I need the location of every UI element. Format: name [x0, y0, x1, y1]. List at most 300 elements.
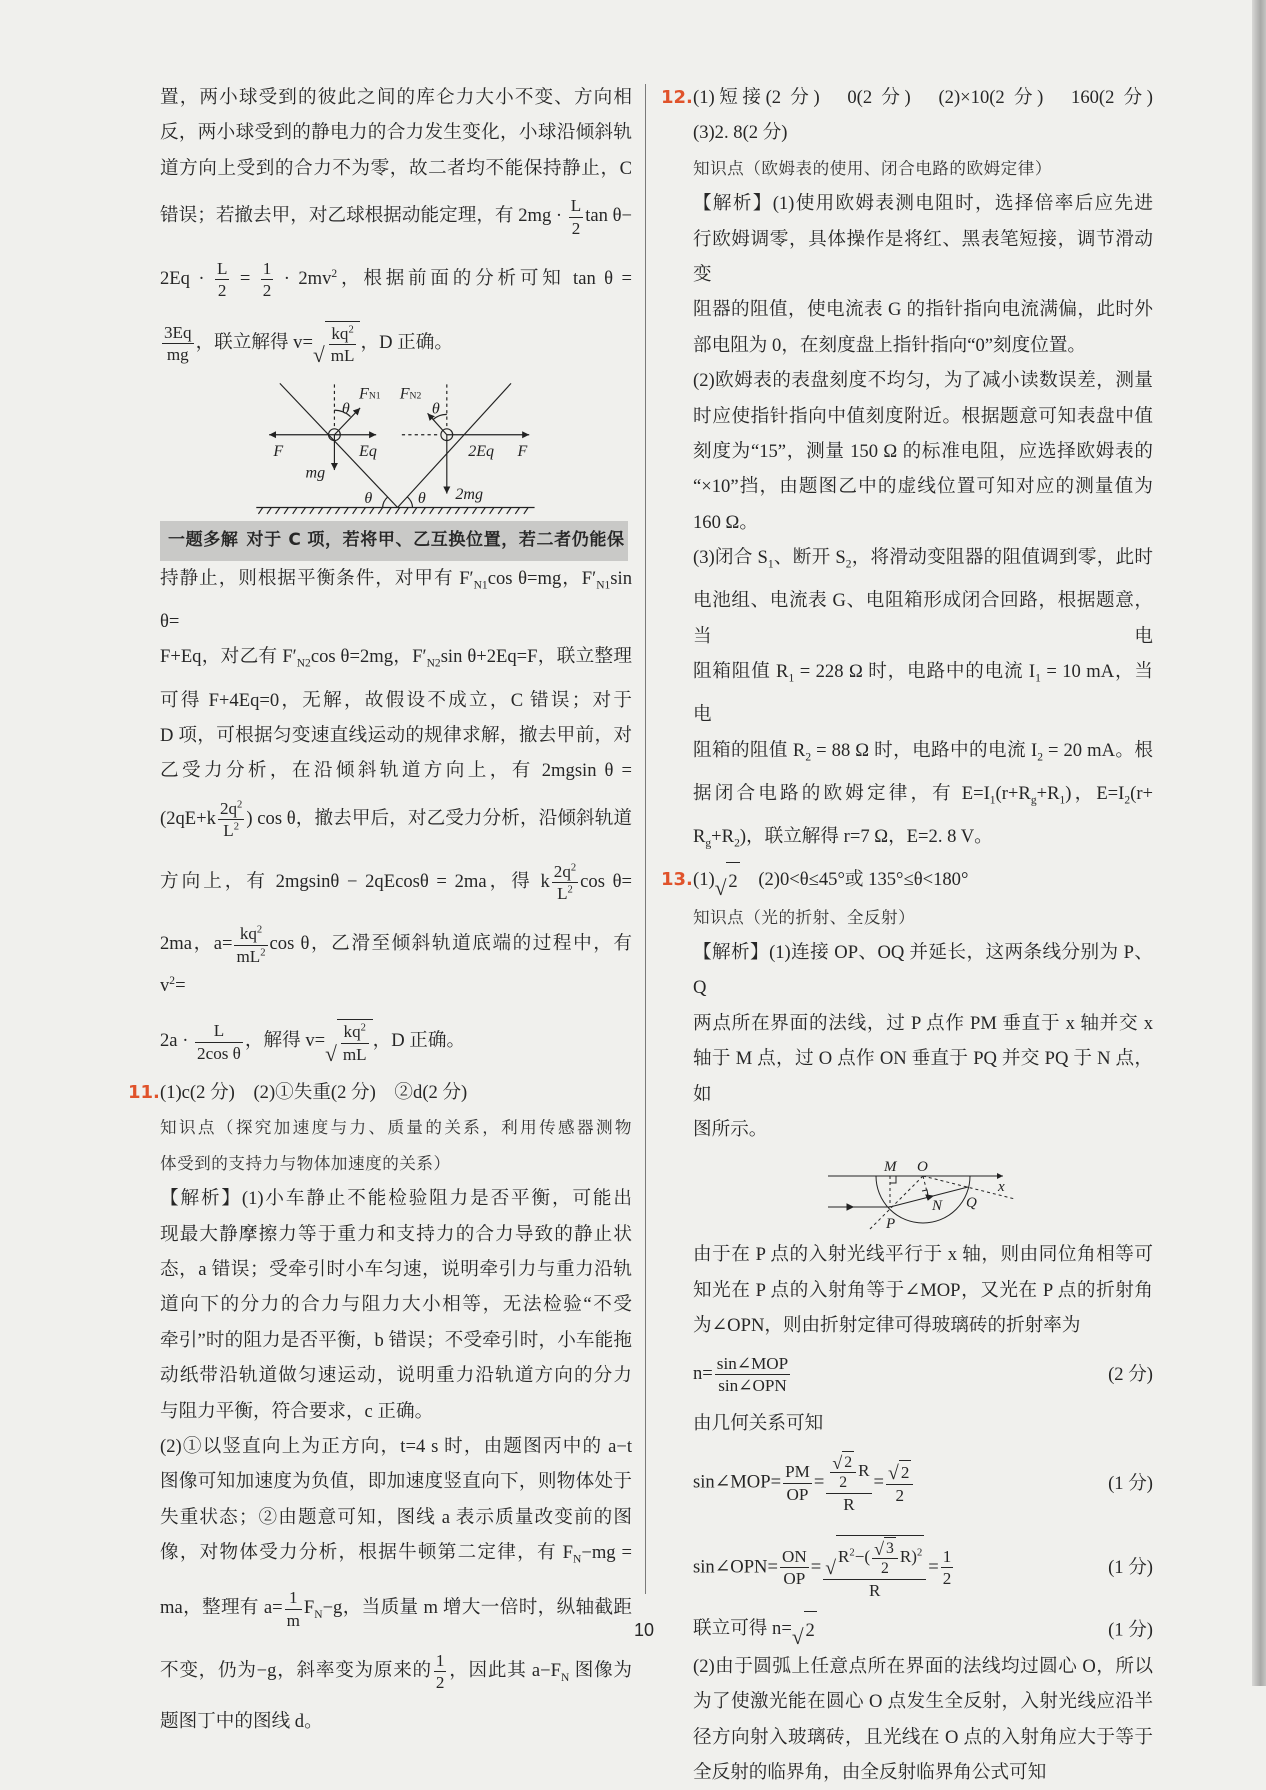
- line-text: 【解析】(1)连接 OP、OQ 并延长，这两条线分别为 P、Q: [693, 941, 1153, 999]
- text-line: [693, 1649, 1153, 1684]
- line-text: 图所示。: [693, 1119, 768, 1140]
- fraction: [215, 258, 229, 302]
- text: 3: [886, 1539, 894, 1557]
- subscript: N2: [426, 658, 441, 671]
- radicand: [804, 1611, 817, 1648]
- line-text: 态，a 错误；受牵引时小车匀速，说明牵引力与重力沿轨: [160, 1258, 632, 1280]
- text: R: [843, 1495, 855, 1515]
- question-answer-header: [128, 1075, 632, 1110]
- text-line: [160, 1358, 632, 1393]
- numerator: [261, 258, 274, 280]
- line-text: 反，两小球受到的静电力的合力发生变化，小球沿倾斜轨: [160, 122, 632, 144]
- line-text: 径方向射入玻璃砖，且光线在 O 点的入射角应大于等于: [693, 1726, 1153, 1748]
- text-line: [693, 363, 1153, 398]
- text: sin∠MOP: [716, 1353, 789, 1373]
- theta-label: θ: [431, 400, 440, 418]
- fn2-label: FN2: [399, 385, 421, 403]
- line-text: 由几何关系可知: [693, 1413, 824, 1435]
- line-text: 160 Ω。: [693, 511, 758, 533]
- line-text: 图像可知加速度为负值，即加速度竖直向下，则物体处于: [160, 1471, 632, 1493]
- text: sin∠OPN=: [693, 1556, 778, 1578]
- square-root: [888, 1460, 911, 1483]
- line-text: 时应使指针指向中值刻度附近。根据题意可知表盘中值: [693, 405, 1153, 427]
- line-text: 知识点（欧姆表的使用、闭合电路的欧姆定律）: [693, 158, 1052, 178]
- text: 2q: [219, 798, 238, 818]
- text-line: [160, 1287, 632, 1322]
- subscript: 2: [734, 837, 740, 850]
- text: 3Eq: [164, 322, 192, 342]
- line-text: 电池组、电流表 G、电阻箱形成闭合回路，根据题意，当电: [693, 590, 1153, 647]
- superscript: 2: [348, 324, 354, 336]
- numerator: [218, 798, 244, 820]
- line-text: “×10”挡，由题图乙中的虚线位置可知对应的测量值为: [693, 476, 1153, 498]
- text-line: [160, 789, 632, 852]
- text: 2q: [553, 861, 571, 881]
- text-line: [160, 186, 632, 249]
- line-text: 失重状态；②由题意可知，图线 a 表示质量改变前的图: [160, 1506, 632, 1528]
- line-text: 为了使激光能在圆心 O 点发生全反射，入射光线应沿半: [693, 1691, 1153, 1713]
- subscript: N1: [596, 579, 611, 592]
- line-text: 阻器的阻值，使电流表 G 的指针指向电流满偏，此时外: [693, 299, 1153, 321]
- fraction: [285, 1587, 302, 1631]
- square-root: [825, 1535, 924, 1579]
- text: 阻箱的阻值 R: [693, 739, 806, 761]
- text-line: [160, 561, 632, 640]
- line-text: 置，两小球受到的彼此之间的库仑力大小不变、方向相: [160, 87, 632, 108]
- text: −mg =: [581, 1542, 632, 1564]
- line-text: D 项，可根据匀变速直线运动的规律求解，撤去甲前，对: [160, 724, 632, 746]
- text: =: [813, 1471, 825, 1493]
- text: R): [899, 1546, 917, 1566]
- text: R: [858, 1460, 870, 1480]
- text: L: [557, 883, 568, 903]
- subscript: N1: [473, 579, 488, 592]
- text: +R: [711, 826, 735, 847]
- line-text: 知识点（探究加速度与力、质量的关系，利用传感器测物: [160, 1118, 632, 1138]
- text-line: [693, 733, 1153, 776]
- text-line: [160, 521, 628, 560]
- text-line: [160, 1578, 632, 1641]
- text: R: [869, 1580, 881, 1600]
- line-text: 与阻力平衡，符合要求，c 正确。: [160, 1400, 434, 1422]
- text-line: [693, 583, 1153, 654]
- score-label: (2 分): [1108, 1364, 1153, 1385]
- fn1-label: FN1: [358, 385, 381, 403]
- text: mL: [330, 346, 355, 366]
- text: 1: [288, 1588, 298, 1608]
- question-number: 11.: [128, 1081, 160, 1103]
- text-line: [160, 1252, 632, 1287]
- numerator: [886, 1460, 913, 1485]
- text: sin θ+2Eq=F，联立整理: [440, 646, 632, 668]
- text: kq: [343, 1022, 361, 1042]
- line-text: 为∠OPN，则由折射定律可得玻璃砖的折射率为: [693, 1315, 1081, 1337]
- denominator: [329, 345, 357, 366]
- subscript: 2: [1037, 751, 1043, 764]
- theta-label: θ: [417, 490, 426, 508]
- page-number: 10: [634, 1620, 655, 1640]
- text: 2a ·: [160, 1030, 194, 1052]
- text: 2: [942, 1569, 952, 1589]
- line-text: 知光在 P 点的入射角等于∠MOP，又光在 P 点的折射角: [693, 1279, 1153, 1301]
- numerator: [329, 323, 357, 345]
- force-eq-label: Eq: [358, 443, 377, 461]
- line-text: (2)欧姆表的表盘刻度不均匀，为了减小读数误差，测量: [693, 370, 1153, 392]
- text: )，联立解得 r=7 Ω，E=2. 8 V。: [739, 826, 993, 847]
- text-line: [693, 776, 1153, 819]
- text-line: [693, 1006, 1153, 1041]
- text-line: [693, 819, 1153, 862]
- text-line: [160, 115, 632, 150]
- line-text: 行欧姆调零，具体操作是将红、黑表笔短接，调节滑动变: [693, 228, 1153, 286]
- denominator: [195, 1043, 243, 1064]
- text-line: [693, 434, 1153, 469]
- text-line: [693, 1720, 1153, 1755]
- text: 2: [805, 1620, 815, 1642]
- fraction: [826, 1451, 871, 1516]
- text: (r+R: [995, 782, 1031, 804]
- text: 2cos θ: [197, 1043, 241, 1063]
- text: 2: [844, 1453, 853, 1471]
- subscript: 1: [788, 672, 795, 685]
- text-line: [160, 80, 632, 115]
- radicand: [884, 1537, 896, 1559]
- left-column: [128, 80, 633, 1739]
- line-text: 可得 F+4Eq=0，无解，故假设不成立，C 错误；对于: [160, 689, 632, 711]
- text-line: [160, 1323, 632, 1358]
- numerator: [823, 1535, 926, 1580]
- radicand: [726, 862, 739, 899]
- denominator: [552, 883, 578, 904]
- text: 2ma，a=: [160, 933, 233, 955]
- square-root: [874, 1537, 896, 1559]
- text: 图像为: [569, 1660, 632, 1682]
- fraction: [569, 195, 583, 239]
- numerator: [783, 1461, 812, 1483]
- text-line: [693, 1112, 1153, 1147]
- text-line: [693, 469, 1153, 504]
- question-answer-header: [661, 862, 1153, 899]
- text: sin θ=: [160, 567, 632, 632]
- point-q-label: Q: [966, 1195, 977, 1212]
- text: ，D 正确。: [360, 331, 453, 353]
- subscript: N2: [296, 658, 311, 671]
- line-text: 刻度为“15”，测量 150 Ω 的标准电阻，应选择欧姆表的: [693, 441, 1153, 463]
- text-line: [693, 328, 1153, 363]
- force-2eq-label: 2Eq: [467, 443, 494, 461]
- line-text: 【解析】(1)使用欧姆表测电阻时，选择倍率后应先进: [693, 193, 1153, 215]
- numerator: [569, 195, 583, 217]
- knowledge-point: [693, 151, 1153, 186]
- text: =: [873, 1471, 885, 1493]
- text-line: [693, 1684, 1153, 1719]
- text: −g，当质量 m 增大一倍时，纵轴截距: [322, 1597, 632, 1619]
- question-answer-header: [661, 80, 1153, 115]
- line-text: 轴于 M 点，过 O 点作 ON 垂直于 PQ 并交 PQ 于 N 点，如: [693, 1048, 1153, 1105]
- gravity-2mg-label: 2mg: [454, 486, 483, 504]
- text-line: [160, 1010, 632, 1075]
- line-text: 全反射的临界角，由全反射临界角公式可知: [693, 1761, 1047, 1783]
- point-m-label: M: [884, 1159, 897, 1176]
- fraction: [218, 798, 244, 842]
- text-line: [693, 1237, 1153, 1272]
- point-n-label: N: [932, 1198, 943, 1215]
- line-text: 两点所在界面的法线，过 P 点作 PM 垂直于 x 轴并交 x: [693, 1012, 1153, 1034]
- text-line: [160, 683, 632, 718]
- solution-text-block: [128, 521, 633, 1739]
- denominator: [941, 1568, 954, 1589]
- text: =: [810, 1556, 822, 1578]
- text: L: [570, 196, 582, 216]
- text: OP: [786, 1484, 809, 1504]
- square-root: [832, 1451, 854, 1473]
- text: +R: [1036, 782, 1060, 804]
- text: cos θ=: [580, 870, 633, 892]
- text: mL: [236, 946, 261, 966]
- text: cos θ，乙滑至倾斜轨道底端的过程中，有 v: [160, 933, 632, 997]
- gravity-label: mg: [305, 465, 325, 483]
- text: 2: [262, 281, 272, 301]
- superscript: 2: [237, 799, 243, 811]
- text-line: [693, 935, 1153, 1006]
- denominator: [830, 1473, 856, 1493]
- numerator: [285, 1587, 302, 1609]
- text-line: [693, 292, 1153, 327]
- text-line: [693, 115, 1153, 150]
- text: R: [837, 1546, 850, 1566]
- superscript: 2: [570, 861, 577, 873]
- subscript: g: [705, 837, 712, 850]
- question-number: 12.: [661, 87, 693, 108]
- fraction: [261, 258, 274, 302]
- text: (2)0<θ≤45°或 135°≤θ<180°: [739, 869, 969, 891]
- text: kq: [331, 323, 349, 343]
- text: L: [213, 1021, 225, 1041]
- text-line: [693, 1041, 1153, 1112]
- text: =: [928, 1556, 939, 1578]
- line-text: 体受到的支持力与物体加速度的关系）: [160, 1153, 451, 1173]
- text: = 228 Ω 时，电路中的电流 I: [794, 661, 1036, 683]
- fraction: [552, 861, 578, 905]
- text-line: [160, 852, 632, 915]
- text: ) cos θ，撤去甲后，对乙受力分析，沿倾斜轨道: [246, 807, 632, 829]
- numerator: [434, 1650, 447, 1672]
- radicand: [325, 321, 361, 367]
- fraction: [872, 1537, 898, 1579]
- denominator: [780, 1568, 809, 1589]
- text: F+Eq，对乙有 F′: [160, 646, 297, 668]
- subscript: 2: [805, 751, 812, 764]
- text: ON: [781, 1547, 807, 1567]
- numerator: [941, 1546, 954, 1568]
- denominator: [715, 1375, 790, 1396]
- numerator: [552, 861, 578, 883]
- text: sin∠MOP=: [693, 1471, 782, 1493]
- radicand: [899, 1460, 912, 1483]
- text: −(: [854, 1546, 871, 1566]
- superscript: 2: [169, 975, 176, 987]
- text: L: [216, 258, 228, 278]
- text: kq: [239, 924, 257, 944]
- line-text: (2)①以竖直向上为正方向，t=4 s 时，由题图丙中的 a−t: [160, 1436, 632, 1457]
- subscript: 1: [989, 794, 996, 807]
- text-line: [160, 249, 632, 312]
- denominator: [569, 218, 583, 239]
- text: 据闭合电路的欧姆定律，有 E=I: [693, 782, 990, 804]
- fraction: [434, 1650, 447, 1694]
- solution-text-block: [693, 1237, 1153, 1790]
- text-line: [693, 1755, 1153, 1790]
- line-text: (1)短接(2 分) 0(2 分) (2)×10(2 分) 160(2 分): [693, 87, 1153, 108]
- text: 2: [435, 1673, 445, 1693]
- denominator: [285, 1610, 302, 1631]
- line-text: 由于在 P 点的入射光线平行于 x 轴，则由同位角相等可: [693, 1244, 1153, 1266]
- fraction: [195, 1020, 243, 1064]
- text: =: [175, 975, 186, 997]
- subscript: 1: [767, 559, 774, 571]
- text: mg: [166, 345, 189, 365]
- numerator: [341, 1021, 369, 1043]
- fraction: [715, 1353, 790, 1397]
- line-text: (1)c(2 分) (2)①失重(2 分) ②d(2 分): [160, 1081, 468, 1103]
- fraction: [234, 923, 267, 967]
- text: 方向上，有 2mgsinθ − 2qEcosθ = 2ma，得 k: [160, 870, 550, 892]
- text-line: [693, 654, 1153, 733]
- fraction: [162, 322, 194, 366]
- text-line: [160, 718, 632, 753]
- text-line: [160, 1181, 632, 1216]
- text: ma，整理有 a=: [160, 1597, 283, 1619]
- square-root: [792, 1611, 817, 1648]
- text: 1: [942, 1547, 952, 1567]
- denominator: [434, 1672, 447, 1693]
- fraction: [941, 1546, 954, 1590]
- text: = 20 mA。根: [1042, 739, 1153, 761]
- text: 2: [881, 1560, 889, 1578]
- denominator: [826, 1494, 871, 1515]
- subscript: 1: [1035, 672, 1041, 685]
- subscript: N: [573, 1553, 582, 1566]
- text-line: [693, 540, 1153, 583]
- score-label: (1 分): [1108, 1557, 1153, 1579]
- text-line: [693, 1273, 1153, 1308]
- point-o-label: O: [917, 1159, 928, 1176]
- right-column: [661, 80, 1153, 1790]
- text: L: [223, 821, 234, 841]
- denominator: [872, 1559, 898, 1579]
- text: 2: [839, 1474, 848, 1492]
- radicand: [337, 1019, 373, 1065]
- superscript: 2: [916, 1546, 923, 1558]
- superscript: 2: [331, 267, 338, 280]
- equation-line: [693, 1526, 1153, 1612]
- text: 2: [900, 1463, 910, 1483]
- text: ，联立解得 v=: [195, 331, 313, 353]
- text: 1: [262, 258, 272, 278]
- denominator: [261, 280, 274, 301]
- denominator: [162, 344, 194, 365]
- denominator: [783, 1484, 812, 1505]
- solution-text-block: [160, 80, 632, 376]
- line-text: (2)由于圆弧上任意点所在界面的法线均过圆心 O，所以: [693, 1655, 1153, 1677]
- numerator: [872, 1537, 898, 1560]
- left-incline: [279, 384, 397, 508]
- text-line: [160, 151, 632, 186]
- text: (3)闭合 S: [693, 547, 768, 569]
- knowledge-point: [160, 1146, 632, 1181]
- subscript: 2: [845, 559, 852, 571]
- text: ，解得 v=: [244, 1030, 326, 1052]
- subscript: N: [561, 1671, 570, 1684]
- denominator: [886, 1485, 913, 1506]
- line-text: 牵引”时的阻力是否平衡，b 错误；不受牵引时，小车能拖: [160, 1329, 632, 1351]
- text-line: [160, 1464, 632, 1499]
- subscript: g: [1030, 794, 1037, 807]
- radicand: [836, 1535, 924, 1579]
- text: 联立可得 n=: [693, 1618, 792, 1640]
- subscript: N: [314, 1609, 323, 1622]
- text: 2Eq ·: [160, 268, 213, 290]
- text-line: [160, 1429, 632, 1464]
- multi-solution-badge: 一题多解: [164, 528, 243, 552]
- equation-line: [693, 1611, 1153, 1648]
- text: F: [303, 1597, 315, 1619]
- line-text: 道向下的分力的合力与阻力大小相等，无法检验“不受: [160, 1294, 632, 1316]
- text: 不变，仍为−g，斜率变为原来的: [160, 1660, 432, 1682]
- text: )，E=I: [1065, 782, 1125, 804]
- text-line: [160, 1704, 632, 1739]
- text: PM: [785, 1462, 810, 1482]
- superscript: 2: [233, 821, 240, 833]
- equation-line: [693, 1442, 1153, 1526]
- x-axis-label: x: [998, 1179, 1005, 1196]
- fraction: [780, 1546, 809, 1590]
- denominator: [215, 280, 229, 301]
- text-line: [160, 1394, 632, 1429]
- text: tan θ−: [585, 205, 632, 227]
- fraction: [341, 1021, 369, 1065]
- text-line: [160, 1641, 632, 1704]
- text: OP: [783, 1569, 806, 1589]
- ground-hatch: [258, 508, 528, 514]
- numerator: [780, 1546, 809, 1568]
- text: (2qE+k: [160, 807, 216, 829]
- line-text: 题图丁中的图线 d。: [160, 1710, 323, 1732]
- scan-edge-shadow: [1252, 0, 1266, 1686]
- text: 2: [571, 218, 581, 238]
- text-line: [693, 505, 1153, 540]
- superscript: 2: [849, 1546, 855, 1558]
- numerator: [162, 322, 194, 344]
- superscript: 2: [260, 946, 266, 958]
- text: cos θ=mg，F′: [487, 567, 597, 589]
- column-divider: [645, 84, 646, 1594]
- text: cos θ=2mg，F′: [310, 646, 427, 668]
- text: 阻箱阻值 R: [693, 661, 789, 683]
- text: 2: [728, 871, 738, 893]
- solution-text-block: [661, 80, 1153, 1147]
- text-line: [160, 312, 632, 377]
- text: = 88 Ω 时，电路中的电流 I: [811, 739, 1038, 761]
- subscript: 1: [1059, 794, 1066, 807]
- text-line: [160, 1535, 632, 1578]
- text: ，将滑动变阻器的阻值调到零，此时: [851, 547, 1153, 569]
- text: = 10 mA，当电: [693, 661, 1153, 726]
- text: · 2mv: [275, 268, 332, 290]
- superscript: 2: [256, 924, 263, 936]
- line-text: 乙受力分析，在沿倾斜轨道方向上，有 2mgsin θ =: [160, 760, 632, 782]
- text: sin∠OPN: [718, 1376, 787, 1395]
